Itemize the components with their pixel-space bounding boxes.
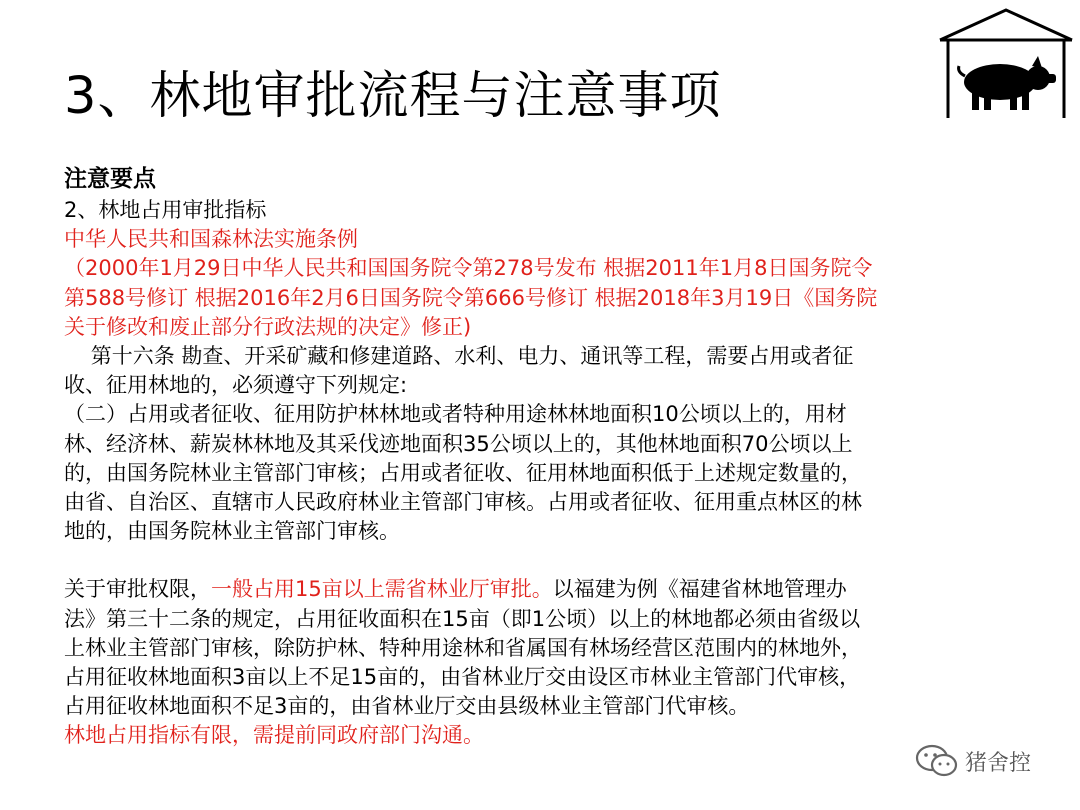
article-line: 的，由国务院林业主管部门审核；占用或者征收、征用林地面积低于上述规定数量的， xyxy=(64,460,862,485)
pig-house-logo xyxy=(938,8,1074,120)
authority-line xyxy=(64,575,1024,604)
pig-house-icon xyxy=(938,8,1074,120)
authority-prefix: 关于审批权限， xyxy=(64,577,211,602)
section-heading: 注意要点 xyxy=(64,166,156,192)
slide-body xyxy=(64,162,1024,751)
authority-line: 上林业主管部门审核，除防护林、特种用途林和省属国有林场经营区范围内的林地外， xyxy=(64,635,862,660)
article-line: 由省、自治区、直辖市人民政府林业主管部门审核。占用或者征收、征用重点林区的林 xyxy=(64,490,862,515)
authority-line: 法》第三十二条的规定，占用征收面积在15亩（即1公顷）以上的林地都必须由省级以 xyxy=(64,606,861,631)
closing-note: 林地占用指标有限，需提前同政府部门沟通。 xyxy=(64,723,484,748)
authority-highlight: 一般占用15亩以上需省林业厅审批。 xyxy=(211,577,553,602)
authority-suffix: 以福建为例《福建省林地管理办 xyxy=(552,577,847,602)
law-title: 中华人民共和国森林法实施条例 xyxy=(64,227,358,252)
wechat-icon xyxy=(915,744,959,778)
slide-title: 3、林地审批流程与注意事项 xyxy=(64,67,722,126)
law-history-line: 第588号修订 根据2016年2月6日国务院令第666号修订 根据2018年3月19日《国务院 xyxy=(64,285,878,310)
watermark-text: 猪舍控 xyxy=(965,750,1032,776)
law-history-line: 关于修改和废止部分行政法规的决定》修正) xyxy=(64,314,472,339)
authority-line: 占用征收林地面积不足3亩的，由省林业厅交由县级林业主管部门代审核。 xyxy=(64,694,750,719)
article-line: 林、经济林、薪炭林林地及其采伐迹地面积35公顷以上的，其他林地面积70公顷以上 xyxy=(64,431,853,456)
article-line: 收、征用林地的，必须遵守下列规定: xyxy=(64,373,408,398)
article-line: （二）占用或者征收、征用防护林林地或者特种用途林林地面积10公顷以上的，用材 xyxy=(64,402,847,427)
authority-line: 占用征收林地面积3亩以上不足15亩的，由省林业厅交由设区市林业主管部门代审核， xyxy=(64,665,861,690)
watermark xyxy=(915,744,1031,778)
law-history-line: （2000年1月29日中华人民共和国国务院令第278号发布 根据2011年1月8日国务院令 xyxy=(64,256,873,281)
article-line: 地的，由国务院林业主管部门审核。 xyxy=(64,519,400,544)
paragraph-gap xyxy=(64,546,1024,575)
article-line: 第十六条 勘查、开采矿藏和修建道路、水利、电力、通讯等工程，需要占用或者征 xyxy=(64,344,854,369)
item-label: 2、林地占用审批指标 xyxy=(64,198,267,222)
